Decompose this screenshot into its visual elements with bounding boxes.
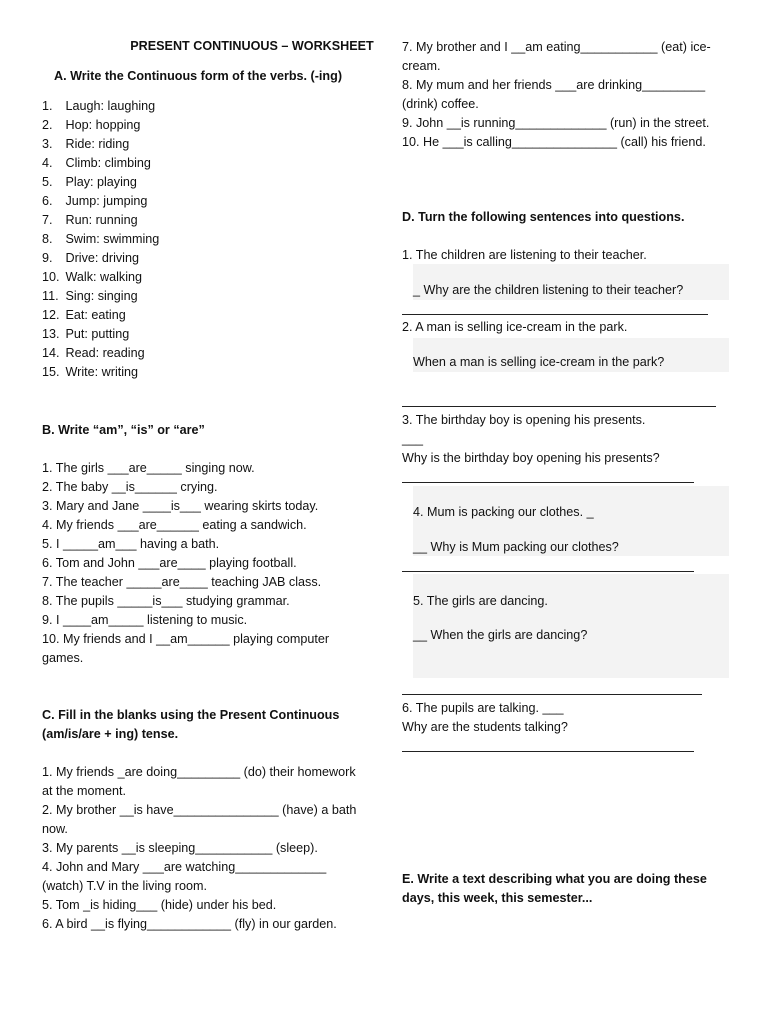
list-item xyxy=(42,154,159,173)
answer-line xyxy=(402,314,708,315)
list-item: 10. He ___is calling_______________ (call) his friend. xyxy=(402,135,706,149)
item-number: 1. xyxy=(42,99,53,113)
item-number: 6. xyxy=(42,194,53,208)
item-number: 4. xyxy=(42,156,53,170)
list-item xyxy=(42,325,159,344)
question-sentence: 1. The children are listening to their teacher. xyxy=(402,248,647,262)
list-item: 4. My friends ___are______ eating a sandwich. xyxy=(42,518,307,532)
item-text: Read: reading xyxy=(65,346,145,360)
question-answer: Why are the students talking? xyxy=(402,720,568,734)
item-number: 8. xyxy=(42,232,53,246)
section-b-list xyxy=(42,459,360,668)
section-a-heading: A. Write the Continuous form of the verbs. (-ing) xyxy=(54,69,343,83)
question-answer: Why is the birthday boy opening his presents? xyxy=(402,451,660,465)
list-item xyxy=(42,135,159,154)
item-text: Play: playing xyxy=(65,175,137,189)
list-item xyxy=(42,287,159,306)
answer-line xyxy=(402,751,694,752)
item-number: 15. xyxy=(42,365,60,379)
section-e-heading: E. Write a text describing what you are doing these days, this week, this semester... xyxy=(402,872,707,905)
item-text: Eat: eating xyxy=(65,308,126,322)
section-d-heading: D. Turn the following sentences into questions. xyxy=(402,210,685,224)
list-item xyxy=(42,249,159,268)
list-item xyxy=(42,173,159,192)
list-item: 1. My friends _are doing_________ (do) their homework at the moment. xyxy=(42,765,356,798)
section-b-heading: B. Write “am”, “is” or “are” xyxy=(42,423,205,437)
item-text: Hop: hopping xyxy=(65,118,141,132)
question-sentence: 6. The pupils are talking. ___ xyxy=(402,701,564,715)
question-sentence: 2. A man is selling ice-cream in the park. xyxy=(402,320,628,334)
answer-line xyxy=(402,406,716,407)
item-text: Sing: singing xyxy=(65,289,138,303)
list-item: 5. Tom _is hiding___ (hide) under his bed. xyxy=(42,898,277,912)
list-item xyxy=(42,230,159,249)
answer-line xyxy=(402,694,702,695)
item-text: Drive: driving xyxy=(65,251,139,265)
list-item: 2. The baby __is______ crying. xyxy=(42,480,218,494)
section-c-list-continued xyxy=(402,38,732,152)
item-text: Walk: walking xyxy=(65,270,143,284)
question-answer: __ When the girls are dancing? xyxy=(413,628,588,642)
item-number: 2. xyxy=(42,118,53,132)
question-prefix: ___ xyxy=(402,432,424,446)
page-title: PRESENT CONTINUOUS – WORKSHEET xyxy=(130,39,374,53)
section-c-list xyxy=(42,763,360,934)
question-answer: When a man is selling ice-cream in the park? xyxy=(413,355,665,369)
item-number: 7. xyxy=(42,213,53,227)
item-text: Ride: riding xyxy=(65,137,130,151)
item-number: 13. xyxy=(42,327,60,341)
list-item xyxy=(42,116,159,135)
list-item: 8. The pupils _____is___ studying grammar. xyxy=(42,594,290,608)
list-item xyxy=(42,268,159,287)
item-text: Swim: swimming xyxy=(65,232,160,246)
item-number: 5. xyxy=(42,175,53,189)
question-sentence: 3. The birthday boy is opening his presents. xyxy=(402,413,646,427)
list-item xyxy=(42,306,159,325)
question-sentence: 4. Mum is packing our clothes. _ xyxy=(413,505,594,519)
section-c-heading: C. Fill in the blanks using the Present Continuous (am/is/are + ing) tense. xyxy=(42,708,340,741)
list-item xyxy=(42,211,159,230)
item-number: 10. xyxy=(42,270,60,284)
list-item: 6. Tom and John ___are____ playing football. xyxy=(42,556,297,570)
question-answer: _ Why are the children listening to their teacher? xyxy=(413,283,684,297)
list-item: 6. A bird __is flying____________ (fly) in our garden. xyxy=(42,917,337,931)
answer-line xyxy=(402,571,694,572)
item-number: 14. xyxy=(42,346,60,360)
list-item: 7. The teacher _____are____ teaching JAB class. xyxy=(42,575,322,589)
list-item: 7. My brother and I __am eating___________ (eat) ice-cream. xyxy=(402,40,711,73)
section-a-list xyxy=(42,97,159,382)
item-text: Run: running xyxy=(65,213,138,227)
item-text: Jump: jumping xyxy=(65,194,148,208)
question-answer: __ Why is Mum packing our clothes? xyxy=(413,540,619,554)
list-item: 3. Mary and Jane ____is___ wearing skirts today. xyxy=(42,499,319,513)
list-item: 1. The girls ___are_____ singing now. xyxy=(42,461,255,475)
list-item: 9. I ____am_____ listening to music. xyxy=(42,613,248,627)
list-item: 9. John __is running_____________ (run) in the street. xyxy=(402,116,710,130)
question-sentence: 5. The girls are dancing. xyxy=(413,594,548,608)
list-item: 8. My mum and her friends ___are drinking_________ (drink) coffee. xyxy=(402,78,706,111)
list-item: 2. My brother __is have_______________ (have) a bath now. xyxy=(42,803,357,836)
list-item xyxy=(42,192,159,211)
list-item: 4. John and Mary ___are watching_____________ (watch) T.V in the living room. xyxy=(42,860,327,893)
item-text: Laugh: laughing xyxy=(65,99,156,113)
answer-line xyxy=(402,482,694,483)
item-number: 3. xyxy=(42,137,53,151)
item-number: 11. xyxy=(42,289,59,303)
item-text: Climb: climbing xyxy=(65,156,151,170)
list-item: 3. My parents __is sleeping___________ (sleep). xyxy=(42,841,318,855)
list-item xyxy=(42,363,159,382)
list-item: 5. I _____am___ having a bath. xyxy=(42,537,220,551)
item-text: Write: writing xyxy=(65,365,139,379)
list-item: 10. My friends and I __am______ playing computer games. xyxy=(42,632,330,665)
list-item xyxy=(42,97,159,116)
list-item xyxy=(42,344,159,363)
item-number: 9. xyxy=(42,251,53,265)
item-number: 12. xyxy=(42,308,60,322)
item-text: Put: putting xyxy=(65,327,130,341)
